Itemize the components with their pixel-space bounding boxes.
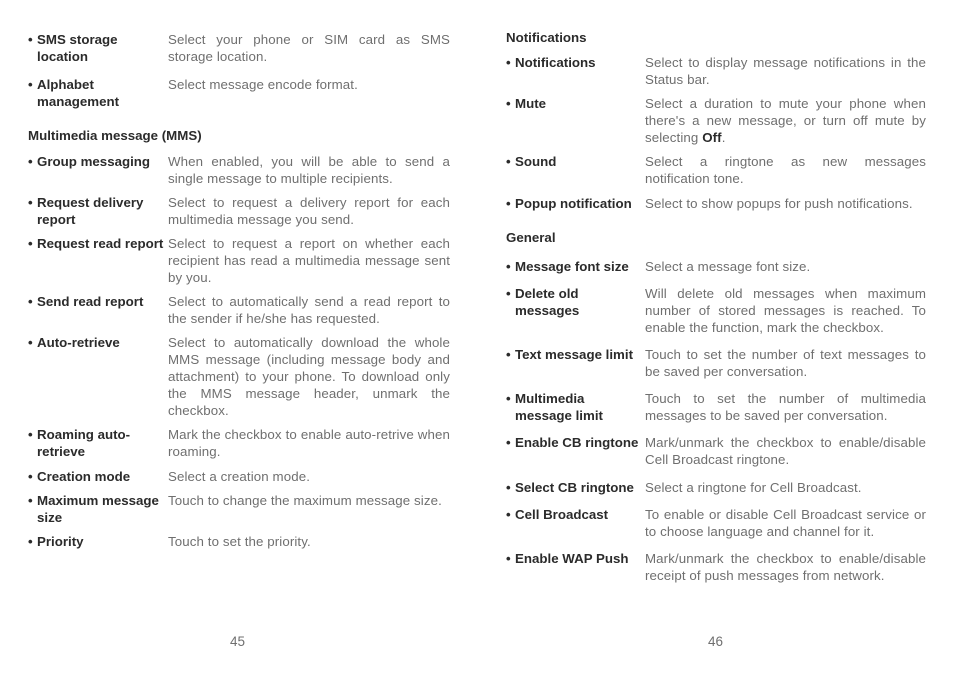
setting-group-messaging	[28, 153, 450, 187]
setting-description: Mark/unmark the checkbox to enable/disable receipt of push messages from network.	[645, 551, 926, 583]
setting-description: Select to show popups for push notifications.	[645, 196, 913, 211]
section-heading-general: General	[506, 230, 556, 245]
setting-term: • Send read report	[28, 293, 168, 327]
setting-request-delivery-report	[28, 194, 450, 228]
setting-term: • Notifications	[506, 54, 645, 88]
setting-term: • Enable CB ringtone	[506, 434, 645, 468]
setting-priority	[28, 533, 450, 550]
mute-description-text: Select a duration to mute your phone when there's a new message, or turn off mute by selecting	[645, 96, 926, 145]
mute-off-value: Off	[702, 130, 722, 145]
setting-description: Select a message font size.	[645, 259, 811, 274]
setting-term: • Request delivery report	[28, 194, 168, 228]
setting-description: Touch to change the maximum message size.	[168, 493, 442, 508]
setting-multimedia-message-limit	[506, 390, 926, 424]
setting-description: Select to request a report on whether each recipient has read a multimedia message sent by you.	[168, 236, 450, 285]
setting-text-message-limit	[506, 346, 926, 380]
setting-term: • Multimedia message limit	[506, 390, 645, 424]
setting-term: • Priority	[28, 533, 168, 550]
setting-term: • Request read report	[28, 235, 168, 286]
setting-term: • Popup notification	[506, 195, 645, 212]
setting-maximum-message-size	[28, 492, 450, 526]
setting-term: • Delete old messages	[506, 285, 645, 336]
setting-description: To enable or disable Cell Broadcast service or to choose language and channel for it.	[645, 507, 926, 539]
section-heading-notifications: Notifications	[506, 30, 587, 45]
setting-term: • Message font size	[506, 258, 645, 275]
setting-send-read-report	[28, 293, 450, 327]
setting-description: Select message encode format.	[168, 77, 358, 92]
setting-term: • Mute	[506, 95, 645, 146]
mute-description-end: .	[721, 130, 726, 145]
right-page	[506, 0, 926, 678]
setting-alphabet-management	[28, 76, 450, 110]
setting-description: Select a ringtone for Cell Broadcast.	[645, 480, 862, 495]
setting-description: Select a ringtone as new messages notification tone.	[645, 154, 926, 186]
page-number: 46	[708, 634, 724, 649]
setting-sms-storage-location	[28, 31, 450, 65]
setting-description: Select to automatically download the whole MMS message (including message body and attachment) to your phone. To download only the MMS message header, unmark the checkbox.	[168, 335, 450, 418]
setting-term: • SMS storage location	[28, 31, 168, 65]
setting-term: • Maximum message size	[28, 492, 168, 526]
setting-popup-notification	[506, 195, 926, 212]
setting-term: • Text message limit	[506, 346, 645, 380]
page-number: 45	[230, 634, 246, 649]
setting-description: Touch to set the number of multimedia messages to be saved per conversation.	[645, 391, 926, 423]
left-page	[28, 0, 450, 678]
setting-request-read-report	[28, 235, 450, 286]
setting-description: Mark/unmark the checkbox to enable/disable Cell Broadcast ringtone.	[645, 435, 926, 467]
setting-roaming-auto-retrieve	[28, 426, 450, 460]
setting-description: Mark the checkbox to enable auto-retrive when roaming.	[168, 427, 450, 459]
setting-cell-broadcast	[506, 506, 926, 540]
setting-select-cb-ringtone	[506, 479, 926, 496]
setting-description: Select to display message notifications in the Status bar.	[645, 55, 926, 87]
setting-creation-mode	[28, 468, 450, 485]
setting-auto-retrieve	[28, 334, 450, 419]
setting-description: Touch to set the priority.	[168, 534, 311, 549]
setting-term: • Creation mode	[28, 468, 168, 485]
setting-term: • Sound	[506, 153, 645, 187]
setting-term: • Cell Broadcast	[506, 506, 645, 540]
setting-description: Select to request a delivery report for each multimedia message you send.	[168, 195, 450, 227]
setting-enable-wap-push	[506, 550, 926, 584]
setting-delete-old-messages	[506, 285, 926, 336]
setting-description: Select your phone or SIM card as SMS storage location.	[168, 32, 450, 64]
setting-description: Will delete old messages when maximum number of stored messages is reached. To enable the function, mark the checkbox.	[645, 286, 926, 335]
setting-mute	[506, 95, 926, 146]
setting-term: • Enable WAP Push	[506, 550, 645, 584]
section-heading-mms: Multimedia message (MMS)	[28, 128, 202, 143]
setting-term: • Select CB ringtone	[506, 479, 645, 496]
setting-description: When enabled, you will be able to send a single message to multiple recipients.	[168, 154, 450, 186]
setting-term: • Group messaging	[28, 153, 168, 187]
setting-notifications	[506, 54, 926, 88]
setting-term: • Roaming auto-retrieve	[28, 426, 168, 460]
setting-description	[645, 95, 926, 146]
setting-message-font-size	[506, 258, 926, 275]
setting-description: Select a creation mode.	[168, 469, 310, 484]
setting-description: Touch to set the number of text messages to be saved per conversation.	[645, 347, 926, 379]
setting-sound	[506, 153, 926, 187]
setting-description: Select to automatically send a read report to the sender if he/she has requested.	[168, 294, 450, 326]
setting-term: • Alphabet management	[28, 76, 168, 110]
setting-enable-cb-ringtone	[506, 434, 926, 468]
setting-term: • Auto-retrieve	[28, 334, 168, 419]
